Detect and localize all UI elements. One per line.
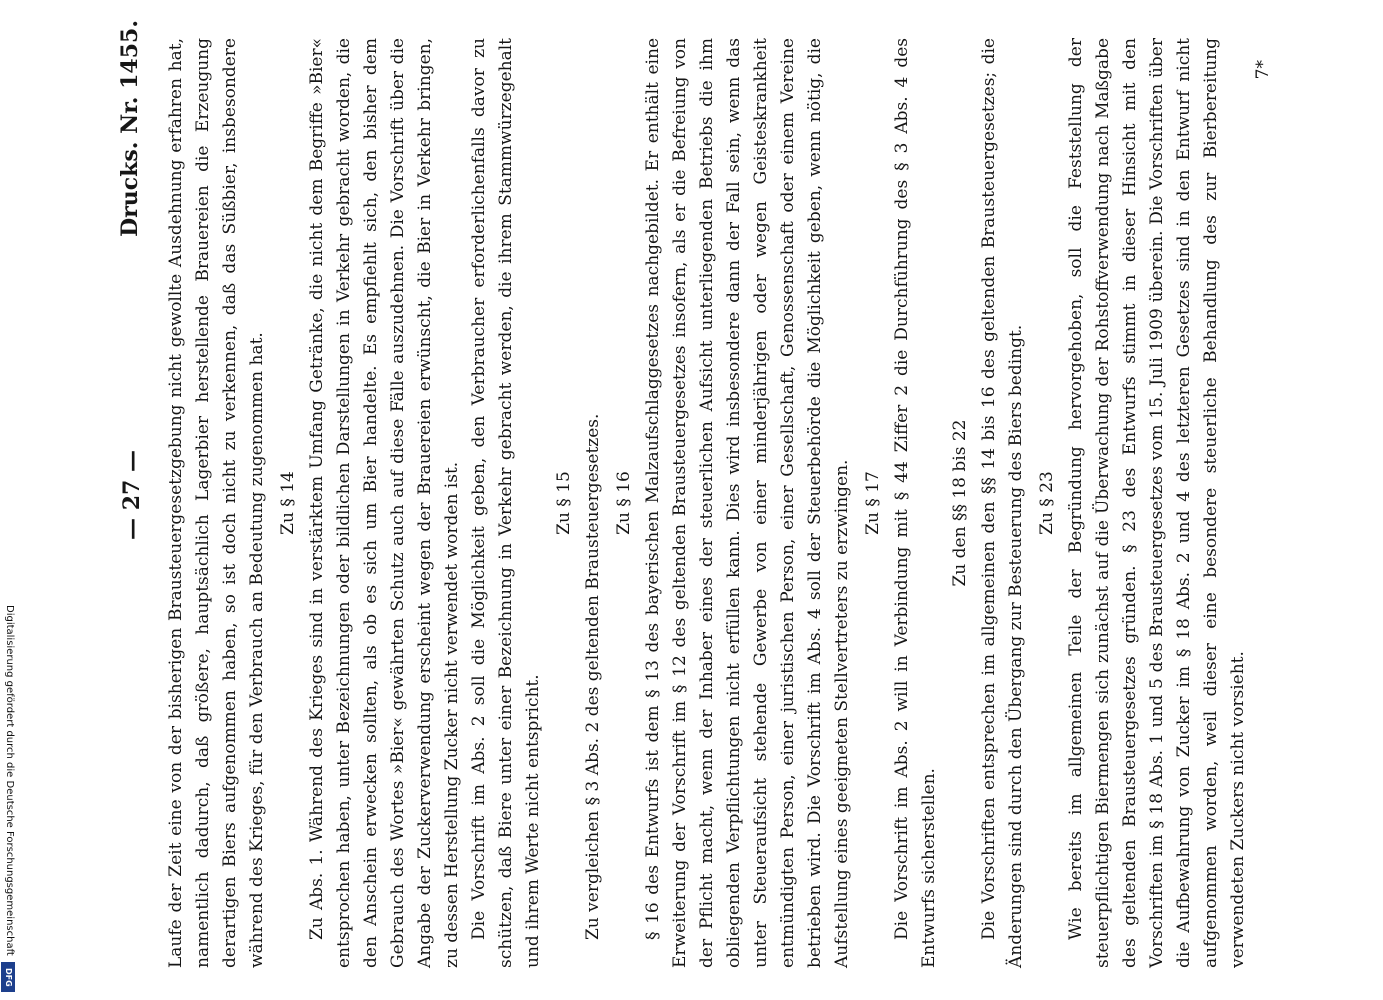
rotated-page — [101, 0, 1281, 1000]
section-heading: Zu § 15 — [554, 471, 574, 535]
druck-number: Drucks. Nr. 1455. — [117, 20, 143, 237]
document-body — [163, 38, 1252, 968]
paragraph: Die Vorschriften entsprechen im allgemeinen den §§ 14 bis 16 des geltenden Brausteuergesetzes; die Änderungen sind durch den Übergang zur Besteuerung des Biers bedingt. — [979, 38, 1026, 968]
section-heading: Zu § 16 — [614, 471, 634, 535]
signature-mark: 7* — [1253, 60, 1273, 80]
paragraph: Wie bereits im allgemeinen Teile der Begründung hervorgehoben, soll die Feststellung der steuerpflichtigen Biermengen sich zunächst auf die Überwachung der Rohstoffverwendung nach Maßgabe des geltenden Brausteuergesetzes gründen. § 23 des Entwurfs stimmt in dieser Hinsicht mit den Vorschriften im § 18 Abs. 1 und 5 des Brausteuergesetzes vom 15. Juli 1909 überein. Die Vorschriften über die Aufbewahrung von Zucker im § 18 Abs. 2 und 4 des letzteren Gesetzes sind in den Entwurf nicht aufgenommen worden, weil dieser eine besondere steuerliche Behandlung des zur Bierbereitung verwendeten Zuckers nicht vorsieht. — [1066, 38, 1248, 968]
paragraph: § 16 des Entwurfs ist dem § 13 des bayerischen Malzaufschlaggesetzes nachgebildet. Er enthält eine Erweiterung der Vorschrift im § 12 des geltenden Brausteuergesetzes insofern, als er die Befreiung von der Pflicht macht, wenn der Inhaber eines der steuerlichen Aufsicht unterliegenden Betriebs die ihm obliegenden Verpflichtungen nicht erfüllen kann. Dies wird insbesondere dann der Fall sein, wenn das unter Steueraufsicht stehende Gewerbe von einer minderjährigen oder wegen Geisteskrankheit entmündigten Person, einer juristischen Person, einer Gesellschaft, Genossenschaft oder einem Vereine betrieben wird. Die Vorschrift im Abs. 4 soll der Steuerbehörde die Möglichkeit geben, wenn nötig, die Aufstellung eines geeigneten Stellvertreters zu erzwingen. — [643, 38, 852, 968]
paragraph: Zu Abs. 1. Während des Krieges sind in verstärktem Umfang Getränke, die nicht dem Begriffe »Bier« entsprochen haben, unter Bezeichnungen oder bildlichen Darstellungen in Verkehr gebracht worden, die den Anschein erwecken sollten, als ob es sich um Bier handelte. Es empfiehlt sich, den bisher dem Gebrauch des Wortes »Bier« gewährten Schutz auch auf diese Fälle auszudehnen. Die Vorschrift über die Angabe der Zuckerverwendung erscheint wegen der Brauereien erwünscht, die Bier in Verkehr bringen, zu dessen Herstellung Zucker nicht verwendet worden ist. — [307, 38, 462, 968]
section-heading: Zu § 14 — [278, 471, 298, 535]
page-header — [115, 20, 155, 970]
dfg-logo: DFG — [1, 962, 15, 992]
paragraph: Die Vorschrift im Abs. 2 soll die Möglichkeit geben, den Verbraucher erforderlichenfalls davor zu schützen, daß Biere unter einer Bezeichnung in Verkehr gebracht werden, die ihrem Stammwürzegehalt und ihrem Werte nicht entspricht. — [469, 38, 543, 968]
section-heading: Zu § 17 — [863, 471, 883, 535]
paragraph: Laufe der Zeit eine von der bisherigen Brausteuergesetzgebung nicht gewollte Ausdehnung erfahren hat, namentlich dadurch, daß größere, hauptsächlich Lagerbier herstellende Brauereien die Erzeugung derartigen Biers aufgenommen haben, so ist doch nicht zu verkennen, daß das Süßbier, insbesondere während des Krieges, für den Verbrauch an Bedeutung zugenommen hat. — [166, 38, 267, 968]
paragraph: Zu vergleichen § 3 Abs. 2 des geltenden Brausteuergesetzes. — [583, 413, 603, 940]
digitization-credit: Digitalisierung gefördert durch die Deutsche Forschungsgemeinschaft — [4, 605, 15, 956]
section-heading: Zu § 23 — [1037, 471, 1057, 535]
document-sheet — [101, 0, 1281, 1000]
page-number: — 27 — — [119, 450, 145, 540]
paragraph: Die Vorschrift im Abs. 2 will in Verbindung mit § 44 Ziffer 2 die Durchführung des § 3 Abs. 4 des Entwurfs sicherstellen. — [892, 38, 939, 968]
section-heading: Zu den §§ 18 bis 22 — [950, 419, 970, 587]
